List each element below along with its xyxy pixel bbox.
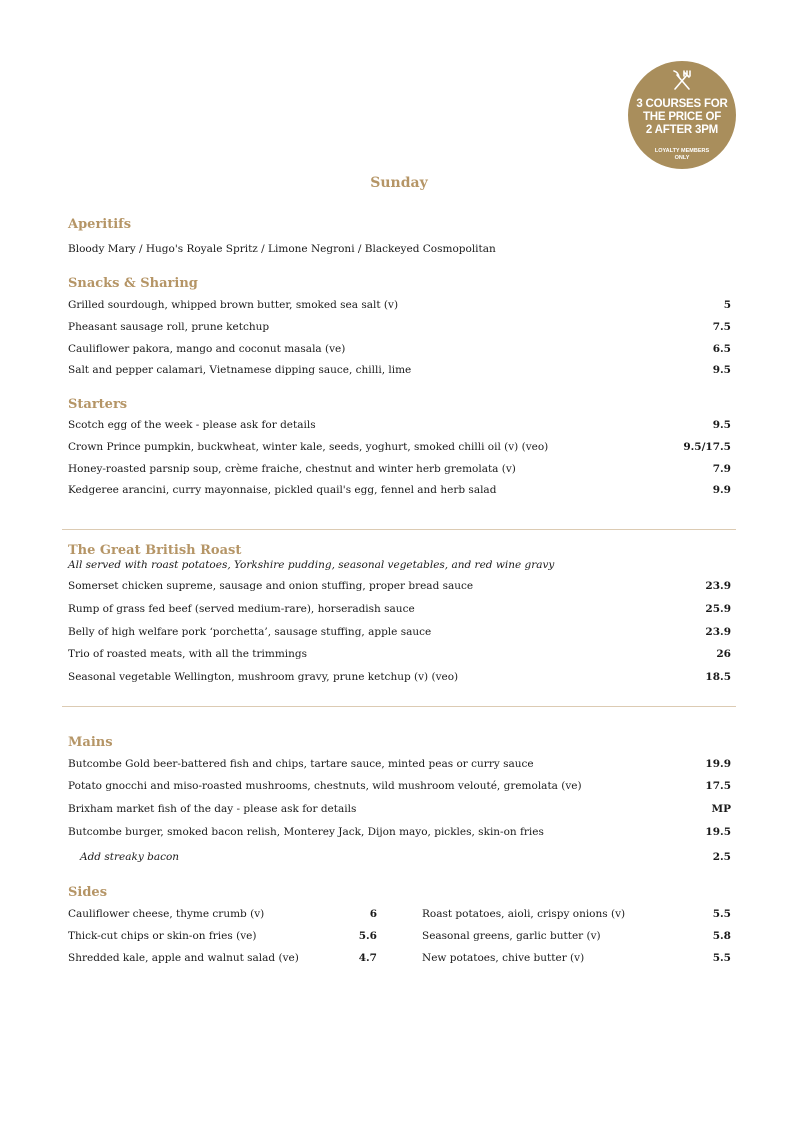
item-price: 7.5 [712, 320, 731, 333]
item-price: 6.5 [712, 342, 731, 355]
item-desc: Scotch egg of the week - please ask for details [68, 419, 316, 431]
menu-item [68, 575, 731, 598]
item-desc: Butcombe Gold beer-battered fish and chips, tartare sauce, minted peas or curry sauce [68, 758, 534, 770]
mains-section [68, 735, 731, 869]
item-desc: Salt and pepper calamari, Vietnamese dipping sauce, chilli, lime [68, 364, 412, 377]
item-price: 5.8 [712, 929, 731, 942]
item-desc: Brixham market fish of the day - please ask for details [68, 802, 357, 815]
item-price: 9.5 [712, 364, 731, 377]
snacks-section [68, 276, 731, 382]
menu-item [68, 360, 731, 382]
item-desc: Seasonal vegetable Wellington, mushroom gravy, prune ketchup (v) (veo) [68, 671, 459, 684]
aperitifs-section [68, 217, 731, 257]
menu-item [68, 480, 731, 502]
item-price: 9.5 [712, 419, 731, 431]
menu-item [422, 926, 731, 948]
menu-item [68, 798, 731, 822]
page-title: Sunday [370, 175, 428, 191]
item-price: 25.9 [705, 602, 731, 615]
item-price: 5.6 [358, 929, 377, 942]
menu-item [68, 926, 377, 948]
item-price: 26 [716, 648, 731, 661]
menu-item [68, 754, 731, 776]
roast-heading: The Great British Roast [68, 543, 242, 558]
menu-item [68, 415, 731, 437]
item-desc: Rump of grass fed beef (served medium-rare), horseradish sauce [68, 602, 415, 615]
menu-item [68, 598, 731, 621]
menu-item [68, 339, 731, 361]
sides-section [68, 885, 731, 901]
item-desc: Belly of high welfare pork ‘porchetta’, sausage stuffing, apple sauce [68, 625, 432, 638]
section-divider [62, 529, 736, 530]
badge-small-line-2: ONLY [674, 155, 690, 161]
item-desc: Pheasant sausage roll, prune ketchup [68, 320, 270, 333]
item-desc: Potato gnocchi and miso-roasted mushrooms, chestnuts, wild mushroom velouté, gremolata (ve) [68, 779, 582, 792]
item-desc: Shredded kale, apple and walnut salad (ve) [68, 951, 299, 964]
menu-item [68, 948, 377, 970]
item-desc: Cauliflower pakora, mango and coconut masala (ve) [68, 342, 346, 355]
item-desc: Honey-roasted parsnip soup, crème fraiche, chestnut and winter herb gremolata (v) [68, 462, 516, 475]
item-desc: Crown Prince pumpkin, buckwheat, winter kale, seeds, yoghurt, smoked chilli oil (v) (veo) [68, 440, 549, 453]
aperitifs-heading: Aperitifs [68, 217, 132, 232]
menu-item [422, 948, 731, 970]
fork-knife-icon [672, 69, 692, 91]
roast-subtitle: All served with roast potatoes, Yorkshire pudding, seasonal vegetables, and red wine gravy [68, 559, 555, 571]
item-desc: New potatoes, chive butter (v) [422, 951, 585, 964]
item-price: 7.9 [712, 462, 731, 475]
menu-item [68, 437, 731, 459]
menu-item [422, 904, 731, 926]
sides-right-column [422, 904, 731, 969]
menu-item-addon [68, 845, 731, 870]
item-price: 5.5 [712, 951, 731, 964]
item-price: 6 [369, 908, 377, 920]
badge-line-2: THE PRICE OF [642, 111, 722, 123]
menu-item [68, 776, 731, 798]
item-price: MP [711, 802, 731, 815]
sides-heading: Sides [68, 885, 108, 900]
badge-line-3: 2 AFTER 3PM [645, 124, 719, 136]
menu-item [68, 295, 731, 317]
item-desc: Kedgeree arancini, curry mayonnaise, pickled quail's egg, fennel and herb salad [68, 484, 497, 497]
item-desc: Somerset chicken supreme, sausage and onion stuffing, proper bread sauce [68, 580, 474, 592]
sides-left-column [68, 904, 377, 969]
starters-section [68, 397, 731, 502]
section-divider [62, 706, 736, 707]
menu-item [68, 643, 731, 666]
item-price: 19.9 [705, 758, 731, 770]
mains-heading: Mains [68, 735, 113, 750]
item-price: 23.9 [705, 580, 731, 592]
item-price: 18.5 [705, 671, 731, 684]
addon-desc: Add streaky bacon [80, 850, 180, 863]
item-desc: Thick-cut chips or skin-on fries (ve) [68, 929, 257, 942]
offer-badge [628, 61, 736, 169]
item-price: 23.9 [705, 625, 731, 638]
starters-heading: Starters [68, 397, 128, 412]
badge-line-1: 3 COURSES FOR [636, 98, 728, 110]
item-price: 4.7 [358, 951, 377, 964]
item-desc: Seasonal greens, garlic butter (v) [422, 929, 601, 942]
menu-item [68, 821, 731, 845]
addon-price: 2.5 [712, 850, 731, 863]
menu-item [68, 666, 731, 689]
badge-small-line-1: LOYALTY MEMBERS [654, 148, 710, 154]
menu-item [68, 317, 731, 339]
item-price: 9.9 [712, 484, 731, 497]
item-desc: Butcombe burger, smoked bacon relish, Monterey Jack, Dijon mayo, pickles, skin-on fries [68, 826, 544, 839]
item-price: 19.5 [705, 826, 731, 839]
item-price: 9.5/17.5 [683, 440, 731, 453]
item-price: 5.5 [712, 908, 731, 920]
item-price: 5 [723, 299, 731, 311]
aperitifs-list: Bloody Mary / Hugo's Royale Spritz / Limone Negroni / Blackeyed Cosmopolitan [68, 243, 496, 255]
roast-section [68, 543, 731, 689]
menu-item [68, 621, 731, 644]
menu-item [68, 459, 731, 481]
item-desc: Trio of roasted meats, with all the trimmings [68, 648, 308, 661]
item-price: 17.5 [705, 779, 731, 792]
snacks-heading: Snacks & Sharing [68, 276, 198, 291]
item-desc: Grilled sourdough, whipped brown butter, smoked sea salt (v) [68, 299, 399, 311]
item-desc: Roast potatoes, aioli, crispy onions (v) [422, 908, 626, 920]
menu-item [68, 904, 377, 926]
item-desc: Cauliflower cheese, thyme crumb (v) [68, 908, 265, 920]
